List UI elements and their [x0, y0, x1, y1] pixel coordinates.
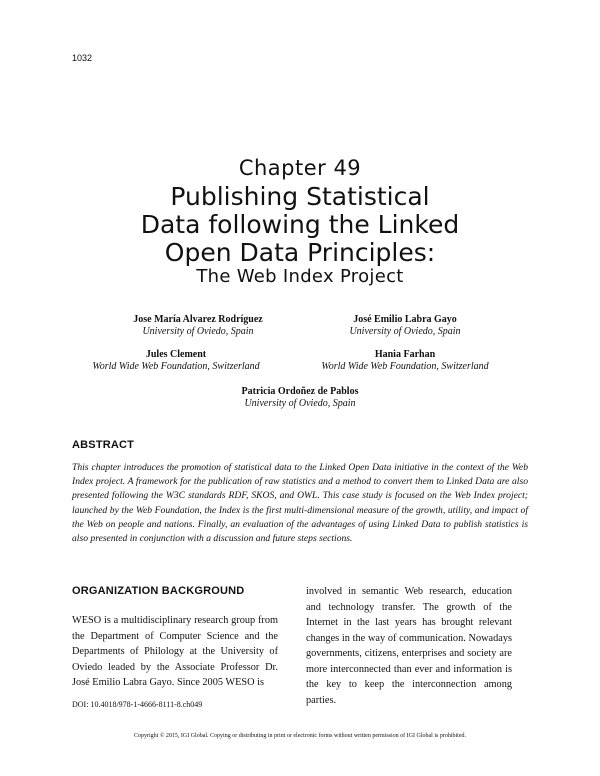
- subtitle: The Web Index Project: [196, 266, 404, 287]
- author-name: José Emilio Labra Gayo: [353, 314, 457, 325]
- title-line-1: Publishing Statistical: [170, 182, 430, 211]
- author-affiliation: University of Oviedo, Spain: [142, 326, 254, 337]
- page-number: 1032: [72, 53, 93, 63]
- abstract-heading: ABSTRACT: [72, 439, 135, 451]
- author-block: [320, 314, 490, 338]
- author-name: Patricia Ordoñez de Pablos: [241, 386, 359, 397]
- author-affiliation: University of Oviedo, Spain: [349, 326, 461, 337]
- doi-line: DOI: 10.4018/978-1-4666-8111-8.ch049: [72, 700, 203, 709]
- abstract-text: This chapter introduces the promotion of statistical data to the Linked Open Data initiative in the context of the Web Index project. A framework for the publication of raw statistics and a method to convert them to Linked Data are also presented following the W3C standards RDF, SKOS, and OWL. This case study is focused on the Web Index project; launched by the Web Foundation, the Index is the first multi-dimensional measure of the growth, utility, and impact of the Web on people and nations. Finally, an evaluation of the advantages of using Linked Data to publish statistics is also presented in conjunction with a discussion and future steps sections.: [72, 462, 528, 545]
- copyright-notice: Copyright © 2015, IGI Global. Copying or distributing in print or electronic forms without written permission of IGI Global is prohibited.: [133, 733, 466, 739]
- title-line-2: Data following the Linked: [140, 210, 460, 239]
- title-line-3: Open Data Principles:: [164, 238, 436, 267]
- chapter-label: Chapter 49: [238, 156, 362, 180]
- body-column-left: WESO is a multidisciplinary research group from the Department of Computer Science and the Departments of Philology at the University of Oviedo leaded by the Associate Professor Dr. José Emilio Labra Gayo. Since 2005 WESO is: [72, 615, 278, 688]
- author-block: [200, 386, 400, 410]
- author-block: [106, 314, 290, 338]
- author-affiliation: World Wide Web Foundation, Switzerland: [321, 361, 489, 372]
- author-block: [305, 349, 505, 373]
- section-heading: ORGANIZATION BACKGROUND: [72, 585, 245, 597]
- author-affiliation: World Wide Web Foundation, Switzerland: [92, 361, 260, 372]
- author-affiliation: University of Oviedo, Spain: [244, 398, 356, 409]
- author-block: [56, 349, 296, 373]
- author-name: Jose María Alvarez Rodríguez: [133, 314, 263, 325]
- author-name: Hania Farhan: [374, 349, 436, 360]
- author-name: Jules Clement: [145, 349, 207, 360]
- body-column-right: involved in semantic Web research, education and technology transfer. The growth of the Internet in the last years has brought relevant changes in the way of communication. Nowadays governments, citizens, enterprises and society are more interconnected than ever and information is the key to keep the interconnection among parties.: [306, 586, 512, 706]
